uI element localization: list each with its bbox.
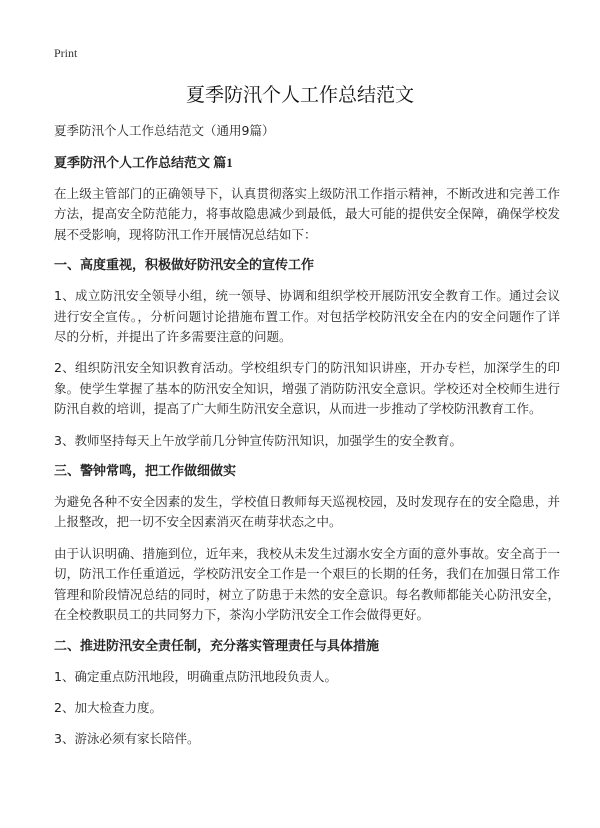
intro-paragraph: 在上级主管部门的正确领导下，认真贯彻落实上级防汛工作指示精神，不断改进和完善工作方法，提高安全防范能力，将事故隐患减少到最低，最大可能的提供安全保障，确保学校发展不受影响，现将防汛工作开展情况总结如下： — [54, 186, 560, 242]
section-heading-2: 三、警钟常鸣，把工作做细做实 — [54, 463, 237, 479]
section2-paragraph-2: 由于认识明确、措施到位，近年来，我校从未发生过溺水安全方面的意外事故。安全高于一切，防汛工作任重道远，学校防汛安全工作是一个艰巨的长期的任务，我们在加强日常工作管理和阶段情况总结的同时，树立了防患于未然的安全意识。每名教师都能关心防汛安全，在全校教职员工的共同努力下，茶沟小学防汛安全工作会做得更好。 — [54, 545, 560, 623]
article-subtitle: 夏季防汛个人工作总结范文（通用9篇） — [54, 123, 275, 138]
section-heading-1: 一、高度重视，积极做好防汛安全的宣传工作 — [54, 257, 315, 273]
section3-paragraph-3: 3、游泳必须有家长陪伴。 — [54, 731, 200, 747]
section3-paragraph-2: 2、加大检查力度。 — [54, 699, 162, 715]
article-heading: 夏季防汛个人工作总结范文 篇1 — [54, 155, 233, 170]
section3-paragraph-1: 1、确定重点防汛地段，明确重点防汛地段负责人。 — [54, 668, 337, 684]
section1-paragraph-1: 1、成立防汛安全领导小组，统一领导、协调和组织学校开展防汛安全教育工作。通过会议进行安全宣传。，分析问题讨论措施布置工作。对包括学校防汛安全在内的安全问题作了详尽的分析，并提出了许多需要注意的问题。 — [54, 288, 560, 345]
section1-paragraph-3: 3、教师坚持每天上午放学前几分钟宣传防汛知识，加强学生的安全教育。 — [54, 432, 462, 448]
section2-paragraph-1: 为避免各种不安全因素的发生，学校值日教师每天巡视校园，及时发现存在的安全隐患，并上报整改，把一切不安全因素消灭在萌芽状态之中。 — [54, 494, 560, 530]
page-title: 夏季防汛个人工作总结范文 — [185, 84, 414, 106]
section1-paragraph-2: 2、组织防汛安全知识教育活动。学校组织专门的防汛知识讲座，开办专栏，加深学生的印象。使学生掌握了基本的防汛安全知识，增强了消防防汛安全意识。学校还对全校师生进行防汛自救的培训，提高了广大师生防汛安全意识，从而进一步推动了学校防汛教育工作。 — [54, 360, 560, 417]
section-heading-3: 二、推进防汛安全责任制，充分落实管理责任与具体措施 — [54, 637, 380, 653]
article-body — [54, 122, 560, 761]
print-link[interactable]: Print — [54, 46, 78, 60]
